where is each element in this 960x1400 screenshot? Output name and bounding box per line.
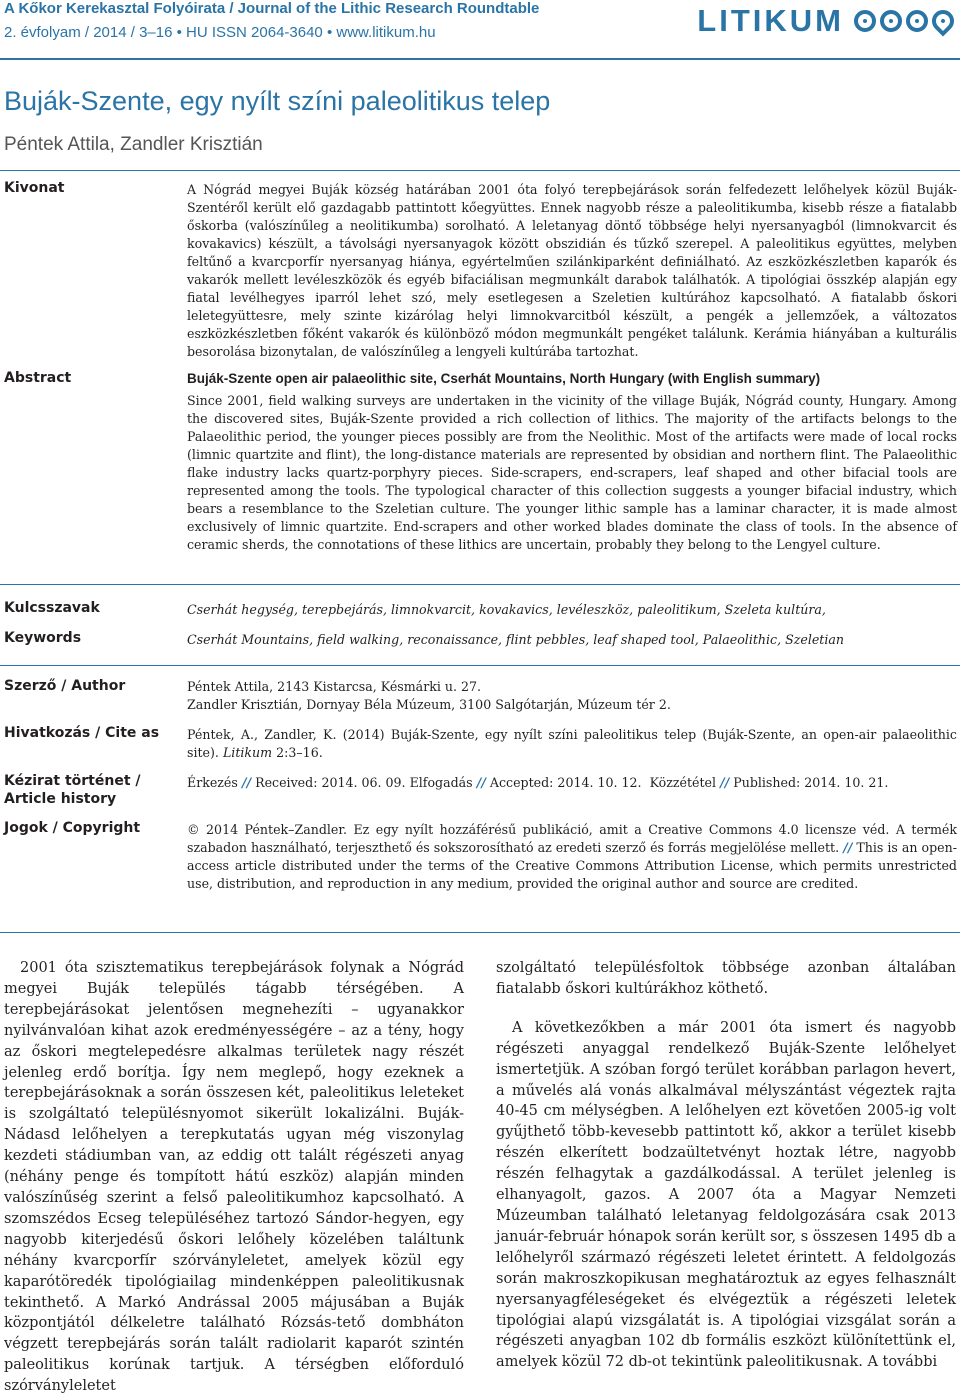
rule-above-keywords xyxy=(0,584,960,585)
cite-block xyxy=(187,726,957,762)
abstract-text: Since 2001, field walking surveys are undertaken in the vicinity of the village Buják, Nógrád county, Hungary. Among the discovered sites, Buják-Szente provided a rich collection of lithics. The majority of the artifacts belongs to the Palaeolithic period, the younger pieces possibly are from the Neolithic. Most of the artifacts were made of local rocks (limnic quartzite and flint), the long-distance materials are represented by obsidian and northern flint. The Palaeolithic flake industry lacks quartz-porphyry pieces. Side-scrapers, end-scrapers, leaf shaped and other bifacial tools are represented among the tools. The typological character of this collection suggests a younger bifacial industry, which bears a resemblance to the Szeletian culture. The younger lithic sample has a laminar character, it is made almost exclusively of limnic quartzite. End-scrapers and other worked blades dominate the class of tools. In the absence of ceramic sherds, the connotations of these lithics are uncertain, probably they belong to the Lengyel culture. xyxy=(187,393,957,552)
body-column-left xyxy=(4,958,464,1397)
copyright-block xyxy=(187,821,957,893)
author-line: Péntek Attila, 2143 Kistarcsa, Késmárki u. 27. xyxy=(187,679,482,694)
published-label: Közzététel xyxy=(649,775,716,790)
logo-circle-icon xyxy=(854,10,876,32)
rule-below-authors xyxy=(0,170,960,171)
journal-title: A Kőkor Kerekasztal Folyóirata / Journal of the Lithic Research Roundtable xyxy=(4,0,540,17)
cite-journal: Litikum xyxy=(222,745,273,760)
rule-above-body xyxy=(0,932,960,933)
received-label: Érkezés xyxy=(187,775,238,790)
journal-header xyxy=(0,0,960,44)
separator-icon: // xyxy=(843,840,853,855)
header-rule xyxy=(0,58,960,60)
label-history-2: Article history xyxy=(4,791,117,807)
label-kivonat: Kivonat xyxy=(4,180,65,196)
label-keywords: Keywords xyxy=(4,630,82,646)
logo-text: LITIKUM xyxy=(697,3,844,38)
accepted-date: Accepted: 2014. 10. 12. xyxy=(489,775,642,790)
logo-circle-icon xyxy=(880,10,902,32)
label-kulcsszavak: Kulcsszavak xyxy=(4,600,100,616)
article-title: Buják-Szente, egy nyílt színi paleolitikus telep xyxy=(4,86,551,116)
kivonat-block xyxy=(187,181,957,361)
author-block xyxy=(187,678,957,714)
label-history-1: Kézirat történet / xyxy=(4,773,141,789)
cite-text: Péntek, A., Zandler, K. (2014) Buják-Szente, egy nyílt színi paleolitikus telep (Buják-Szente, an open-air palaeolithic site). xyxy=(187,727,957,760)
article-authors: Péntek Attila, Zandler Krisztián xyxy=(4,134,263,155)
litikum-logo xyxy=(697,4,954,38)
separator-icon: // xyxy=(720,775,730,790)
kivonat-text: A Nógrád megyei Buják község határában 2001 óta folyó terepbejárások során felfedezett lelőhelyek közül Buják-Szentéről került elő gazdagabb pattintott kőegyüttes. Ennek nagyobb része a paleolitikumba, kisebb része a fiatalabb őskorba (valószínűleg a neolitikumba) sorolható. A leletanyag döntő többsége helyi nyersanyagból (limnokvarcit és kovakavics) készült, a távolsági nyersanyagok között obszidián és tűzkő szerepel. A paleolitikus együttes, melyben feltűnő a kvarcporfír nyersanyag hiánya, egyértelműen szilánkiparként definiálható. Az eszközkészletben kaparók és vakarók mellett levéleszközök és egyéb bifaciálisan megmunkált darabok találhatók. A tipológiai összkép alapján egy fiatal levélhegyes iparról lehet szó, mely esetlegesen a Szeletien kultúrához kapcsolható. A fiatalabb őskori leletegyüttesre, mely szinte kizárólag helyi limnokvarcitból készült, a pengék a jellemzőek, a változatos eszközkészletben főként vakarók és különböző módon megmunkált pengéket találunk. Kerámia hiányában a kulturális besorolása bizonytalan, de valószínűleg a lengyeli kultúrába tartozhat. xyxy=(187,182,957,359)
published-date: Published: 2014. 10. 21. xyxy=(733,775,889,790)
label-author: Szerző / Author xyxy=(4,678,126,694)
logo-drop-icon xyxy=(927,5,958,36)
journal-issue-line: 2. évfolyam / 2014 / 3–16 • HU ISSN 2064-3640 • www.litikum.hu xyxy=(4,24,436,41)
logo-circle-icon xyxy=(906,10,928,32)
abstract-title: Buják-Szente open air palaeolithic site, Cserhát Mountains, North Hungary (with English summary) xyxy=(187,371,821,386)
copyright-en: This is an open-access article distributed under the terms of the Creative Commons Attribution License, which permits unrestricted use, distribution, and reproduction in any medium, provided the original author and source are credited. xyxy=(187,840,957,891)
body-paragraph: 2001 óta szisztematikus terepbejárások folynak a Nógrád megyei Buják település tágabb térségében. A terepbejárásokat jelentősen megnehezíti – ugyanakkor nyilvánvalóan kihat azok eredményességére – az a tény, hogy az őskori megtelepedésre alkalmas területek nagy részét jelenleg erdő borítja. Így nem meglepő, hogy ezeknek a terepbejárásoknak a során összesen két, paleolitikus leleteket is szolgáltató településnyomot sikerült lokalizálni. Buják-Nádasd lelőhelyen a terepkutatás ugyan még viszonylag kezdeti stádiumban van, az eddig ott talált régészeti anyag (néhány penge és tompított hátú eszköz) alapján minden valószínűség szerint a felső paleolitikumhoz kapcsolható. A szomszédos Ecseg településéhez tartozó Sándor-hegyen, egy nagyobb kiterjedésű őskori lelőhely közelében találtunk néhány kvarcporfír szórványleletet, amelyek közül egy kaparótöredék tipológiailag mindenképpen paleolitikusnak tekinthető. A Markó Andrással 2005 májusában a Buják központjától délkeletre található Rózsás-tető dombháton végzett terepbejárás során talált radiolarit kaparót szintén paleolitikus korúnak tartjuk. A térségben előforduló szórványleletet xyxy=(4,960,464,1395)
kulcsszavak-text: Cserhát hegység, terepbejárás, limnokvarcit, kovakavics, levéleszköz, paleolitikum, Szeleta kultúra, xyxy=(187,602,826,617)
keywords-text: Cserhát Mountains, field walking, reconaissance, flint pebbles, leaf shaped tool, Palaeolithic, Szeletian xyxy=(187,632,845,647)
separator-icon: // xyxy=(241,775,252,790)
body-paragraph: szolgáltató településfoltok többsége azonban általában fiatalabb őskori kultúrákhoz köthető. xyxy=(496,960,956,997)
rule-above-metadata xyxy=(0,665,960,666)
label-cite: Hivatkozás / Cite as xyxy=(4,725,160,741)
copyright-hu: © 2014 Péntek–Zandler. Ez egy nyílt hozzáférésű publikáció, amit a Creative Commons 4.0 licensze véd. A termék szabadon használható, terjeszthető és sokszorosítható az eredeti szerző és forrás megjelölése mellett. xyxy=(187,822,957,855)
received-date: Received: 2014. 06. 09. xyxy=(255,775,406,790)
logo-marks xyxy=(854,10,954,32)
abstract-block xyxy=(187,370,957,554)
body-paragraph: A következőkben a már 2001 óta ismert és nagyobb régészeti anyaggal rendelkező Buják-Szente lelőhelyet ismertetjük. A szóban forgó terület korábban parlagon hevert, a művelés alá vonás alkalmával mélyszántást végeztek rajta 40-45 cm mélységben. A lelőhelyen ezt követően 2005-ig volt gyűjthető több-kevesebb pattintott kő, akkor a terület kisebb részén elkerített bodzaültetvényt hoztak létre, nagyobb részén felhagytak a gazdálkodással. A terület jelenleg is elhanyagolt, gazos. A 2007 óta a Magyar Nemzeti Múzeumban található leletanyag feldolgozására csak 2013 január-február hónapok során került sor, s összesen 1495 db a lelőhelyről származó régészeti leletet érintett. A feldolgozás során makroszkopikusan meghatároztuk az egyes felhasznált nyersanyagféleségeket és elvégeztük a régészeti leletek tipológiai alapú vizsgálatát is. A tipológiai vizsgálat során a régészeti anyagban 102 db formális eszközt különítettünk el, amelyek közül 72 db-ot tekintünk paleolitikusnak. A további xyxy=(496,1019,956,1371)
history-block xyxy=(187,774,957,792)
cite-pages: 2:3–16. xyxy=(272,745,323,760)
label-abstract: Abstract xyxy=(4,370,72,386)
separator-icon: // xyxy=(476,775,486,790)
label-copyright: Jogok / Copyright xyxy=(4,820,141,836)
author-line: Zandler Krisztián, Dornyay Béla Múzeum, 3100 Salgótarján, Múzeum tér 2. xyxy=(187,697,671,712)
accepted-label: Elfogadás xyxy=(409,775,473,790)
body-column-right xyxy=(496,958,956,1373)
